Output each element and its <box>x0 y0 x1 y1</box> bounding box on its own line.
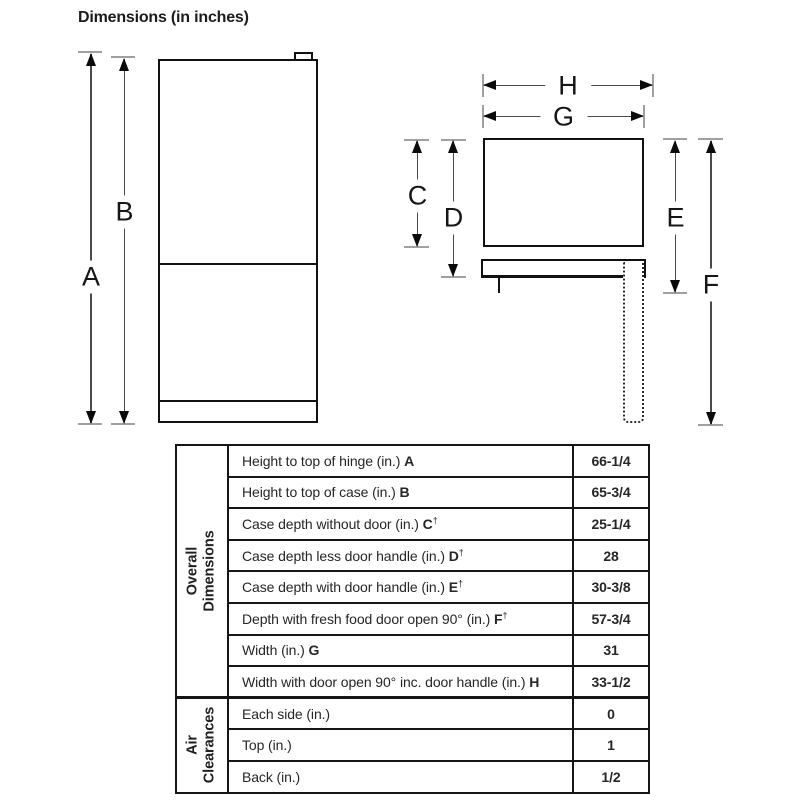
dimension-label: Height to top of case (in.) B <box>228 477 573 509</box>
dimensions-table <box>175 444 650 794</box>
open-door-dotted-outline <box>623 262 644 423</box>
dim-arrow-f <box>702 141 720 424</box>
table-row <box>176 477 649 509</box>
dim-arrow-b <box>115 59 134 423</box>
dimension-value: 30-3/8 <box>573 571 649 603</box>
dim-label-f: F <box>700 269 723 302</box>
section-header: Overall Dimensions <box>176 445 228 698</box>
dimension-label: Each side (in.) <box>228 698 573 730</box>
dimension-value: 57-3/4 <box>573 603 649 635</box>
dimension-label: Back (in.) <box>228 761 573 793</box>
table-row <box>176 508 649 540</box>
dimension-value: 33-1/2 <box>573 666 649 698</box>
table-row <box>176 603 649 635</box>
dimension-label: Depth with fresh food door open 90° (in.) F† <box>228 603 573 635</box>
dimension-label: Width (in.) G <box>228 635 573 667</box>
dim-label-g: G <box>540 100 587 133</box>
dim-label-d: D <box>441 202 467 235</box>
dim-label-a: A <box>79 261 103 294</box>
dimension-value: 28 <box>573 540 649 572</box>
dim-arrow-h <box>484 70 652 100</box>
dimensions-table-body <box>176 445 649 793</box>
table-row <box>176 635 649 667</box>
dimension-value: 0 <box>573 698 649 730</box>
dim-arrow-g <box>484 101 643 131</box>
dimension-label: Top (in.) <box>228 729 573 761</box>
table-row <box>176 571 649 603</box>
door-outline <box>481 259 646 278</box>
dimension-value: 25-1/4 <box>573 508 649 540</box>
dim-label-b: B <box>112 196 136 229</box>
door-hinge-tab <box>294 52 313 61</box>
page-title: Dimensions (in inches) <box>78 9 249 26</box>
dimension-label: Case depth with door handle (in.) E† <box>228 571 573 603</box>
dimension-value: 65-3/4 <box>573 477 649 509</box>
table-row <box>176 540 649 572</box>
dim-arrow-d <box>443 141 464 276</box>
dimension-label: Case depth less door handle (in.) D† <box>228 540 573 572</box>
section-header: Air Clearances <box>176 698 228 793</box>
dim-arrow-c <box>407 141 428 246</box>
table-row <box>176 761 649 793</box>
dimension-value: 1 <box>573 729 649 761</box>
dim-label-c: C <box>405 180 431 213</box>
dim-label-e: E <box>663 202 687 235</box>
table-row <box>176 729 649 761</box>
dimension-label: Width with door open 90° inc. door handle (in.) H <box>228 666 573 698</box>
dimension-value: 31 <box>573 635 649 667</box>
dimension-value: 66-1/4 <box>573 445 649 477</box>
table-row <box>176 698 649 730</box>
table-row <box>176 445 649 477</box>
dimension-label: Height to top of hinge (in.) A <box>228 445 573 477</box>
fridge-kickplate-line <box>160 400 316 402</box>
dimension-label: Case depth without door (in.) C† <box>228 508 573 540</box>
table-row <box>176 666 649 698</box>
dim-label-h: H <box>545 69 591 102</box>
fridge-outline <box>158 59 318 423</box>
door-handle-mark <box>498 278 500 293</box>
dimension-value: 1/2 <box>573 761 649 793</box>
dim-arrow-e <box>666 141 685 292</box>
case-outline <box>483 138 644 247</box>
dim-arrow-a <box>81 54 101 423</box>
fridge-divider-line <box>158 263 318 265</box>
